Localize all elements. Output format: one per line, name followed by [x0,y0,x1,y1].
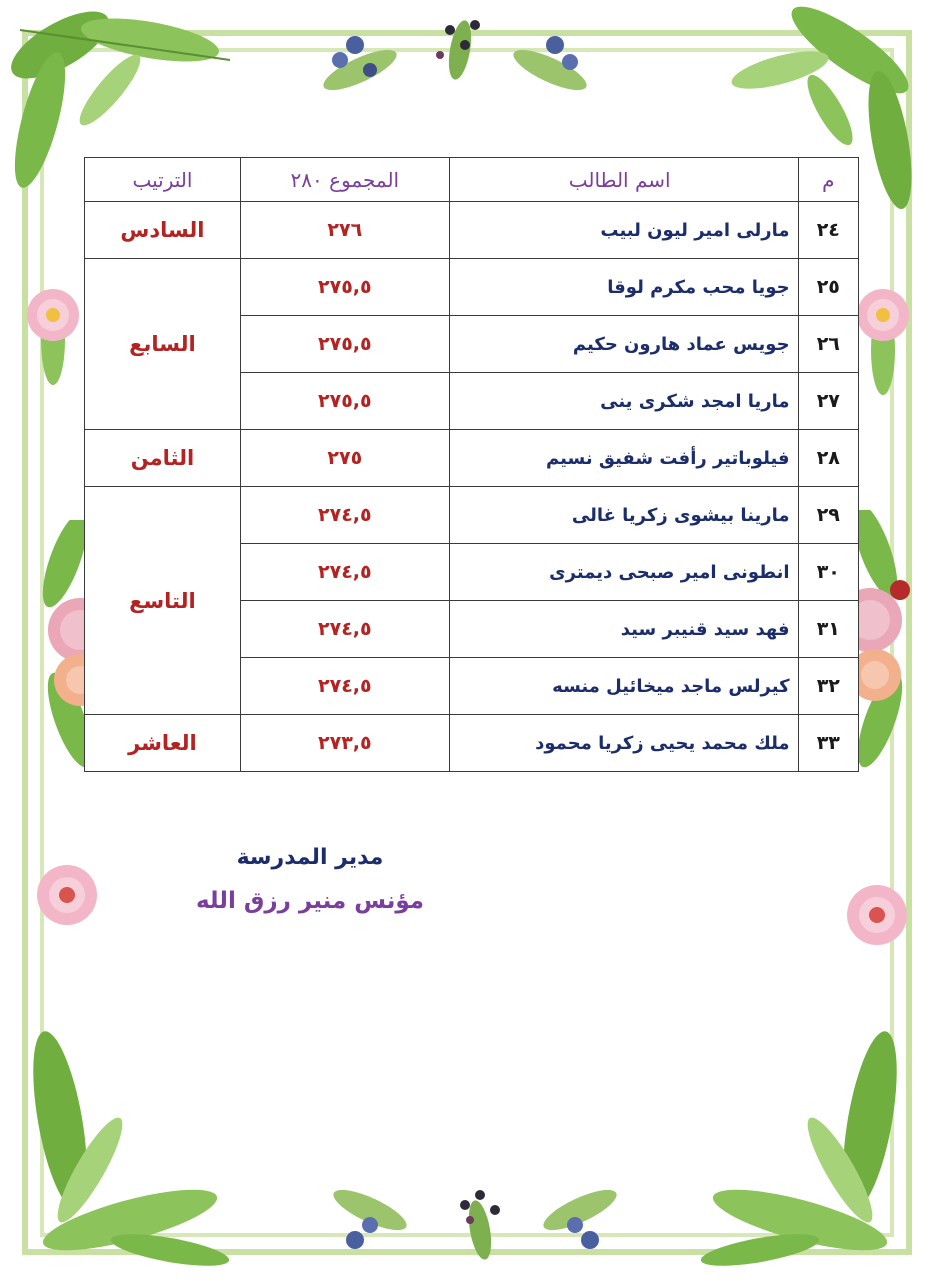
row-num: ٣٣ [798,715,858,772]
header-student-name: اسم الطالب [449,158,798,202]
table-row [85,487,859,544]
header-total: المجموع ٢٨٠ [240,158,449,202]
rank-cell: التاسع [85,487,241,715]
rose-icon [30,855,105,935]
berry-icon [300,0,620,130]
table-header-row [85,158,859,202]
row-num: ٢٦ [798,316,858,373]
student-name: انطونى امير صبحى ديمترى [449,544,798,601]
header-rank: الترتيب [85,158,241,202]
student-name: كيرلس ماجد ميخائيل منسه [449,658,798,715]
rank-cell: السادس [85,202,241,259]
row-num: ٢٧ [798,373,858,430]
signature-name: مؤنس منير رزق الله [195,888,425,914]
student-total: ٢٧٥ [240,430,449,487]
rank-cell: الثامن [85,430,241,487]
student-name: جويس عماد هارون حكيم [449,316,798,373]
student-name: ماريا امجد شكرى ينى [449,373,798,430]
results-table [84,157,859,772]
student-total: ٢٧٥,٥ [240,316,449,373]
student-total: ٢٧٤,٥ [240,487,449,544]
student-total: ٢٧٤,٥ [240,601,449,658]
berry-icon [310,1150,640,1280]
student-name: جويا محب مكرم لوقا [449,259,798,316]
row-num: ٢٥ [798,259,858,316]
student-total: ٢٧٥,٥ [240,259,449,316]
leaf-icon [0,1000,250,1280]
student-total: ٢٧٣,٥ [240,715,449,772]
rank-cell: السابع [85,259,241,430]
student-total: ٢٧٦ [240,202,449,259]
student-total: ٢٧٤,٥ [240,658,449,715]
student-name: مارينا بيشوى زكريا غالى [449,487,798,544]
student-name: مارلى امير ليون لبيب [449,202,798,259]
rose-icon [18,280,88,400]
table-row [85,202,859,259]
table-row [85,259,859,316]
student-name: ملك محمد يحيى زكريا محمود [449,715,798,772]
rose-icon [840,875,915,955]
rank-cell: العاشر [85,715,241,772]
row-num: ٣٠ [798,544,858,601]
row-num: ٢٤ [798,202,858,259]
leaf-icon [690,1000,935,1280]
student-name: فيلوباتير رأفت شفيق نسيم [449,430,798,487]
student-total: ٢٧٥,٥ [240,373,449,430]
student-total: ٢٧٤,٥ [240,544,449,601]
table-row [85,715,859,772]
row-num: ٣٢ [798,658,858,715]
row-num: ٢٩ [798,487,858,544]
row-num: ٢٨ [798,430,858,487]
table-row [85,430,859,487]
header-num: م [798,158,858,202]
signature-title: مدير المدرسة [236,845,384,870]
student-name: فهد سيد قنيبر سيد [449,601,798,658]
row-num: ٣١ [798,601,858,658]
